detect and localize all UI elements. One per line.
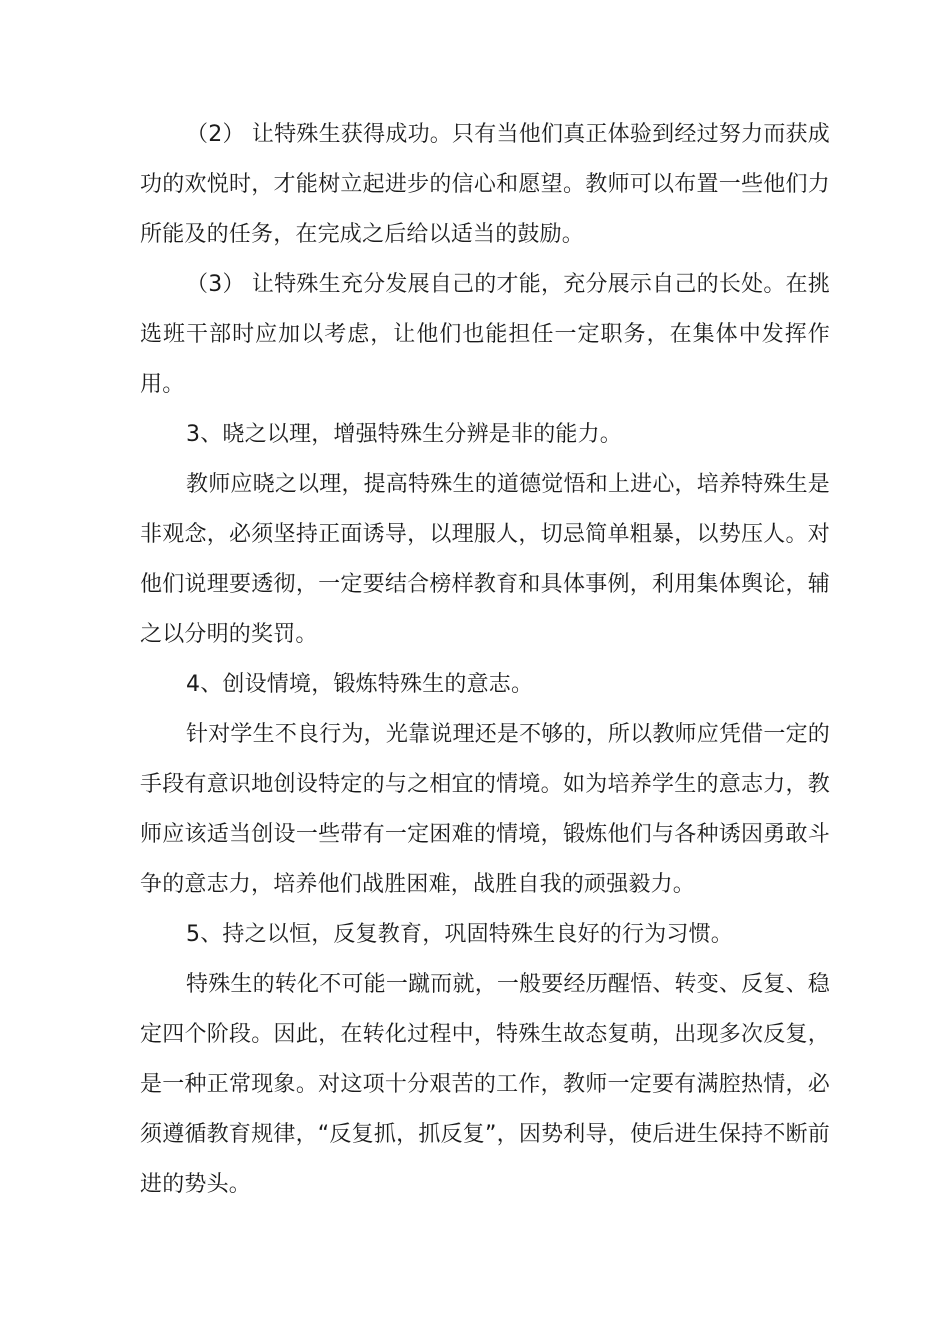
- paragraph-situations: 针对学生不良行为，光靠说理还是不够的，所以教师应凭借一定的手段有意识地创设特定的与之相宜的情境。如为培养学生的意志力，教师应该适当创设一些带有一定困难的情境，锻炼他们与各种诱因勇敢斗争的意志力，培养他们战胜困难，战胜自我的顽强毅力。: [140, 722, 830, 897]
- document-body: [140, 110, 830, 1210]
- paragraph-item-3-talent: （3） 让特殊生充分发展自己的才能，充分展示自己的长处。在挑选班干部时应加以考虑，让他们也能担任一定职务，在集体中发挥作用。: [140, 272, 830, 397]
- section-heading-5: 5、持之以恒，反复教育，巩固特殊生良好的行为习惯。: [186, 922, 733, 947]
- section-heading-4: 4、创设情境，锻炼特殊生的意志。: [186, 672, 534, 697]
- paragraph-perseverance: 特殊生的转化不可能一蹴而就，一般要经历醒悟、转变、反复、稳定四个阶段。因此，在转化过程中，特殊生故态复萌，出现多次反复，是一种正常现象。对这项十分艰苦的工作，教师一定要有满腔热情，必须遵循教育规律，“反复抓，抓反复”，因势利导，使后进生保持不断前进的势头。: [140, 972, 830, 1197]
- section-heading-3: 3、晓之以理，增强特殊生分辨是非的能力。: [186, 422, 622, 447]
- paragraph-reasoning: 教师应晓之以理，提高特殊生的道德觉悟和上进心，培养特殊生是非观念，必须坚持正面诱导，以理服人，切忌简单粗暴，以势压人。对他们说理要透彻，一定要结合榜样教育和具体事例，利用集体舆论，辅之以分明的奖罚。: [140, 472, 830, 647]
- paragraph-item-2-success: （2） 让特殊生获得成功。只有当他们真正体验到经过努力而获成功的欢悦时，才能树立起进步的信心和愿望。教师可以布置一些他们力所能及的任务，在完成之后给以适当的鼓励。: [140, 122, 830, 247]
